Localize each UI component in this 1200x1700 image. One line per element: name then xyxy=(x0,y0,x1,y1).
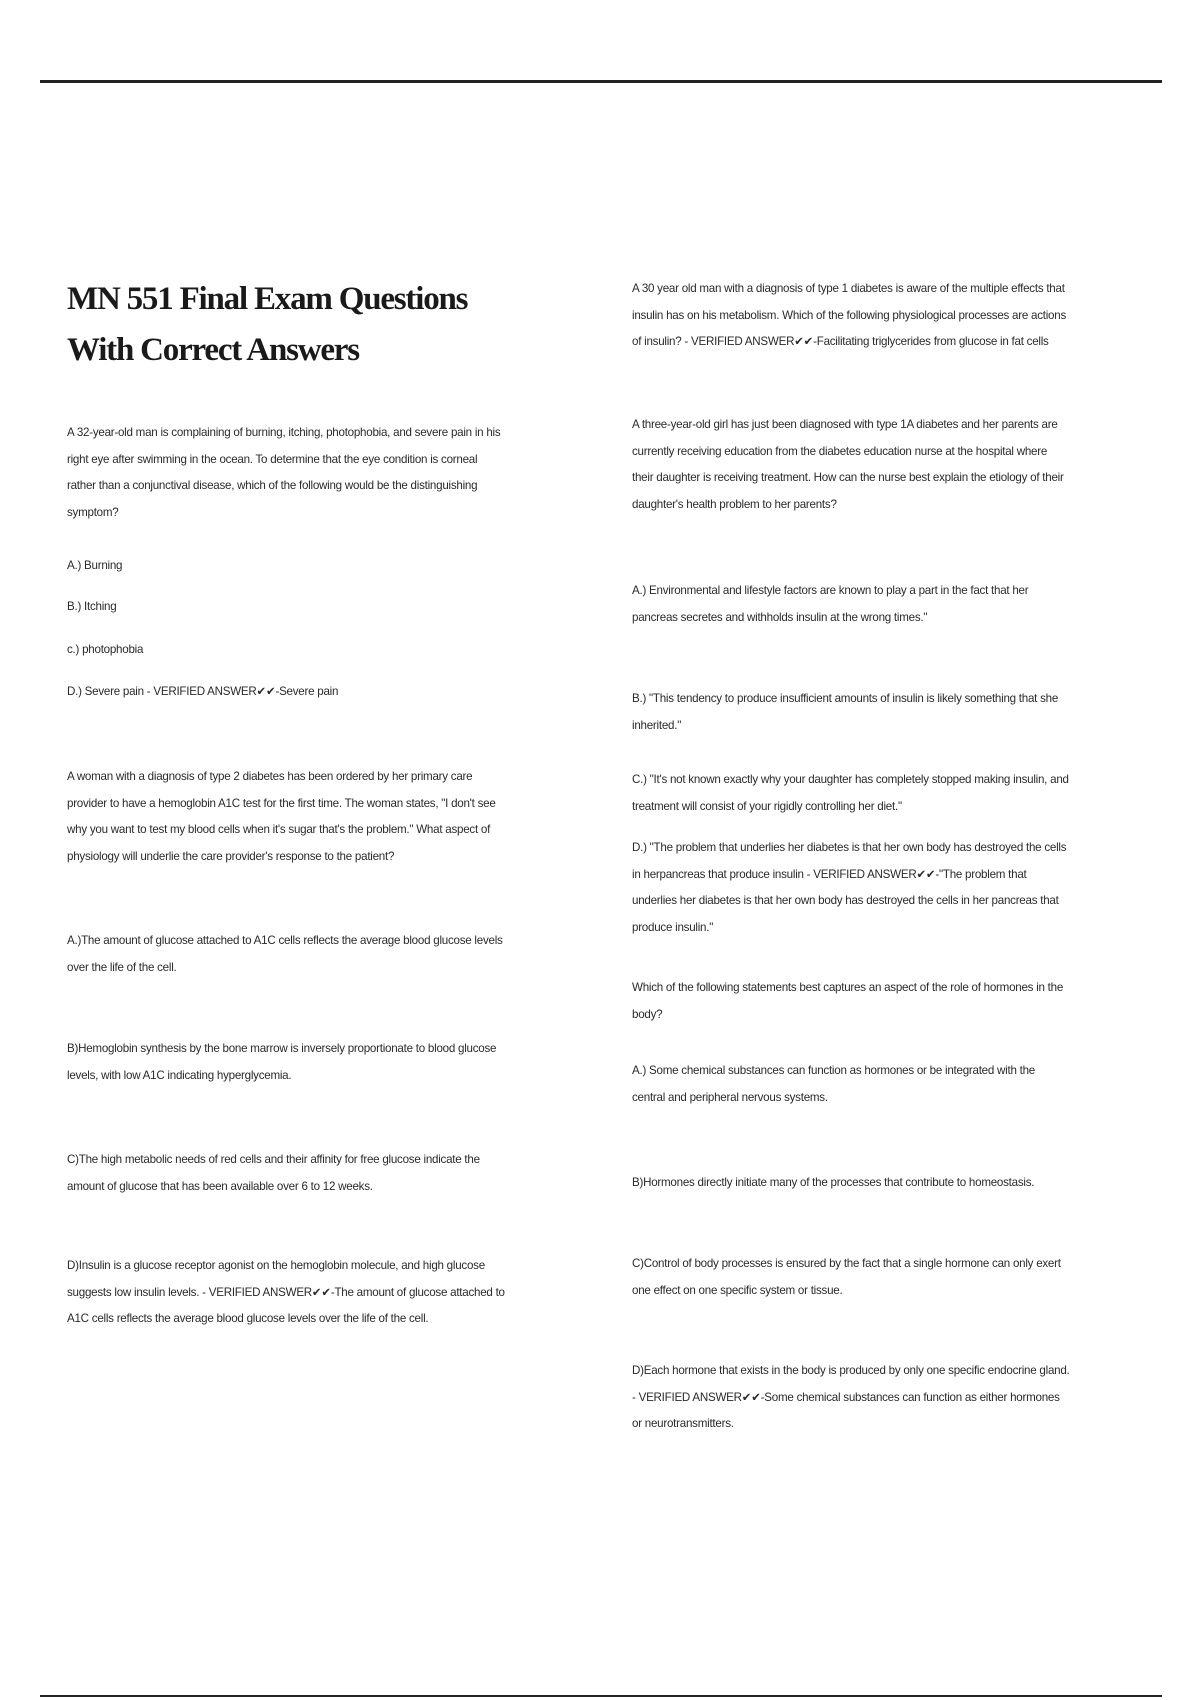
question-1-option-d-answer: D.) Severe pain - VERIFIED ANSWER✔✔-Severe pain xyxy=(67,685,339,698)
question-2: A woman with a diagnosis of type 2 diabetes has been ordered by her primary care provider to have a hemoglobin A1C test for the first time. The woman states, "I don't see why you want to test my blood cells when it's sugar that's the problem." What aspect of physiology will underlie the care provider's response to the patient? xyxy=(67,770,496,863)
question-4-option-b: B.) "This tendency to produce insufficient amounts of insulin is likely something that she inherited." xyxy=(632,692,1059,732)
question-5: Which of the following statements best captures an aspect of the role of hormones in the body? xyxy=(632,981,1064,1021)
question-3-answer: A 30 year old man with a diagnosis of type 1 diabetes is aware of the multiple effects that insulin has on his metabolism. Which of the following physiological processes are actions of insulin? - VERIFIED ANSWER✔✔-Facilitating triglycerides from glucose in fat cells xyxy=(632,282,1066,348)
question-1-option-b: B.) Itching xyxy=(67,600,117,613)
document-title: MN 551 Final Exam Questions With Correct Answers xyxy=(67,281,468,368)
question-5-option-c: C)Control of body processes is ensured by the fact that a single hormone can only exert one effect on one specific system or tissue. xyxy=(632,1257,1061,1297)
question-2-option-b: B)Hemoglobin synthesis by the bone marrow is inversely proportionate to blood glucose levels, with low A1C indicating hyperglycemia. xyxy=(67,1042,497,1082)
bottom-rule xyxy=(40,1695,1162,1697)
question-4-option-a: A.) Environmental and lifestyle factors are known to play a part in the fact that her pancreas secretes and withholds insulin at the wrong times." xyxy=(632,584,1029,624)
question-4-option-c: C.) "It's not known exactly why your daughter has completely stopped making insulin, and treatment will consist of your rigidly controlling her diet." xyxy=(632,773,1069,813)
question-2-option-d-answer: D)Insulin is a glucose receptor agonist on the hemoglobin molecule, and high glucose suggests low insulin levels. - VERIFIED ANSWER✔✔-The amount of glucose attached to A1C cells reflects the average blood glucose levels over the life of the cell. xyxy=(67,1259,505,1325)
question-1: A 32-year-old man is complaining of burning, itching, photophobia, and severe pain in his right eye after swimming in the ocean. To determine that the eye condition is corneal rather than a conjunctival disease, which of the following would be the distinguishing symptom? xyxy=(67,426,501,519)
question-5-option-a: A.) Some chemical substances can function as hormones or be integrated with the central and peripheral nervous systems. xyxy=(632,1064,1036,1104)
question-1-option-a: A.) Burning xyxy=(67,559,123,572)
question-4-option-d-answer: D.) "The problem that underlies her diabetes is that her own body has destroyed the cells in herpancreas that produce insulin - VERIFIED ANSWER✔✔-"The problem that underlies her diabetes is that her own body has destroyed the cells in her pancreas that produce insulin." xyxy=(632,841,1067,934)
question-4: A three-year-old girl has just been diagnosed with type 1A diabetes and her parents are currently receiving education from the diabetes education nurse at the hospital where their daughter is receiving treatment. How can the nurse best explain the etiology of their daughter's health problem to her parents? xyxy=(632,418,1064,511)
question-2-option-c: C)The high metabolic needs of red cells and their affinity for free glucose indicate the amount of glucose that has been available over 6 to 12 weeks. xyxy=(67,1153,480,1193)
question-5-option-d-answer: D)Each hormone that exists in the body is produced by only one specific endocrine gland. - VERIFIED ANSWER✔✔-Some chemical substances can function as either hormones or neurotransmitters. xyxy=(632,1364,1070,1430)
top-rule xyxy=(40,80,1162,83)
question-1-option-c: c.) photophobia xyxy=(67,643,144,656)
question-5-option-b: B)Hormones directly initiate many of the processes that contribute to homeostasis. xyxy=(632,1176,1035,1189)
question-2-option-a: A.)The amount of glucose attached to A1C cells reflects the average blood glucose levels over the life of the cell. xyxy=(67,934,503,974)
